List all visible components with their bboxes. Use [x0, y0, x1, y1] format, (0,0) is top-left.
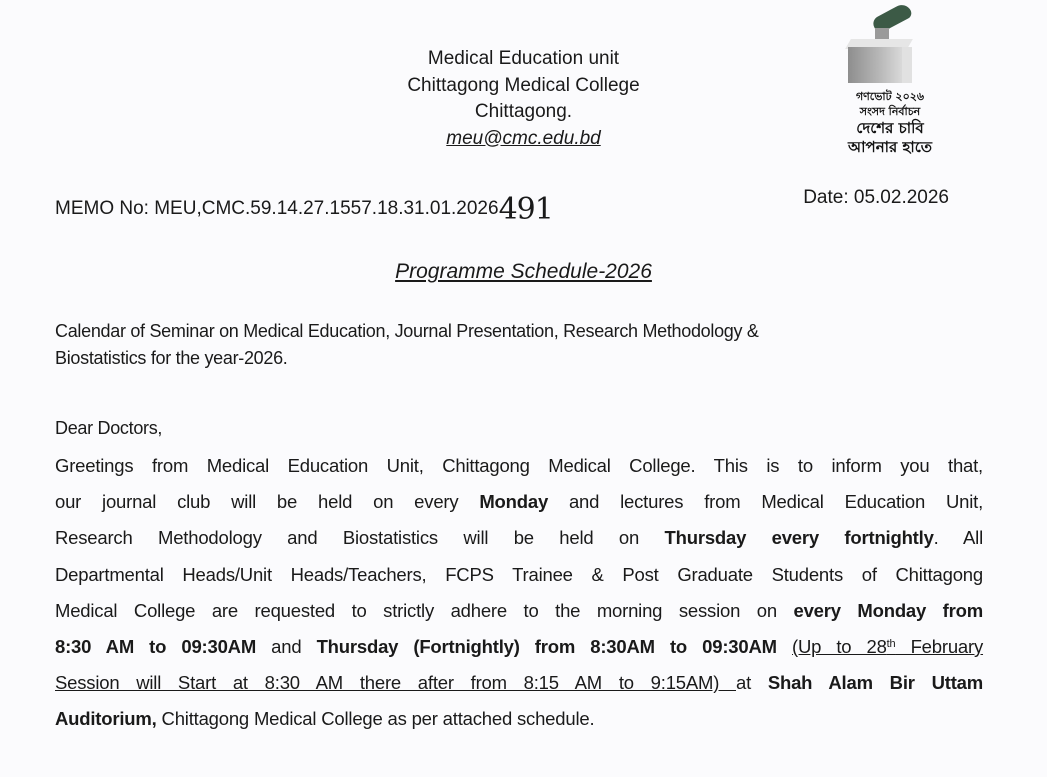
- salutation: Dear Doctors,: [55, 418, 163, 438]
- body-text: Chittagong Medical College as per attached schedule.: [156, 708, 595, 730]
- spacer: [777, 636, 792, 657]
- body-line-1: [55, 448, 983, 484]
- underlined-note: [792, 636, 983, 657]
- unit-name: Medical Education unit: [427, 48, 620, 69]
- subject-line-1: Calendar of Seminar on Medical Education, Journal Presentation, Research Methodology &: [55, 321, 759, 341]
- ballot-box-side: [902, 47, 912, 83]
- body-line-8: [55, 701, 983, 737]
- bold-every-monday: every Monday from: [793, 599, 983, 621]
- bold-monday-time: 8:30 AM to 09:30AM: [55, 635, 257, 657]
- body-text: our journal club will be held on every: [55, 491, 480, 513]
- memo-date: Date: 05.02.2026: [803, 187, 949, 208]
- bold-auditorium: Auditorium,: [55, 708, 157, 730]
- handwritten-number: 491: [498, 192, 553, 227]
- superscript: th: [886, 637, 896, 650]
- body-line-6: [55, 629, 983, 665]
- memo-row: [55, 187, 955, 227]
- body-line-7: [55, 665, 983, 701]
- bold-thursday-time: Thursday (Fortnightly) from 8:30AM to 09:30AM: [316, 635, 777, 657]
- memo-number: MEMO No: MEU,CMC.59.14.27.1557.18.31.01.2026: [55, 198, 499, 219]
- body-line-5: [55, 593, 983, 629]
- body-line-4: [55, 557, 983, 593]
- logo-text-election: সংসদ নির্বাচন: [859, 105, 921, 118]
- college-name: Chittagong Medical College: [407, 74, 640, 96]
- body-text: (Up to 28: [792, 635, 887, 657]
- body-line-2: [55, 484, 983, 520]
- body-text: February: [895, 635, 984, 657]
- logo-text-slogan-1: দেশের চাবি: [856, 119, 924, 137]
- body-paragraph: [55, 448, 983, 738]
- email-link[interactable]: meu@cmc.edu.bd: [446, 127, 601, 149]
- election-logo: [828, 4, 952, 164]
- logo-text-referendum: গণভোট ২০২৬: [855, 90, 925, 103]
- subject-line-2: Biostatistics for the year-2026.: [55, 348, 288, 368]
- body-text: Greetings from Medical Education Unit, Chittagong Medical College. This is to inform you that,: [55, 455, 983, 476]
- body-text: Departmental Heads/Unit Heads/Teachers, FCPS Trainee & Post Graduate Students of Chittagong: [55, 563, 983, 585]
- body-text: Medical College are requested to strictly adhere to the morning session on: [55, 599, 794, 621]
- logo-text-slogan-2: আপনার হাতে: [848, 138, 932, 156]
- body-text: Research Methodology and Biostatistics will be held on: [55, 527, 665, 549]
- subject: [55, 318, 955, 372]
- body-text: and: [256, 635, 317, 657]
- bold-monday: Monday: [479, 491, 549, 513]
- body-text: and lectures from Medical Education Unit,: [548, 491, 984, 513]
- underlined-note-continued: Session will Start at 8:30 AM there after from 8:15 AM to 9:15AM): [55, 672, 736, 694]
- body-line-3: [55, 520, 983, 556]
- bold-venue: Shah Alam Bir Uttam: [767, 672, 983, 694]
- body-text: . All: [933, 527, 983, 549]
- city-name: Chittagong.: [474, 101, 573, 122]
- body-text: at: [736, 672, 768, 694]
- ballot-box-icon: [848, 47, 902, 83]
- page-title: Programme Schedule-2026: [395, 260, 652, 283]
- bold-thursday-fortnightly: Thursday every fortnightly: [664, 527, 934, 549]
